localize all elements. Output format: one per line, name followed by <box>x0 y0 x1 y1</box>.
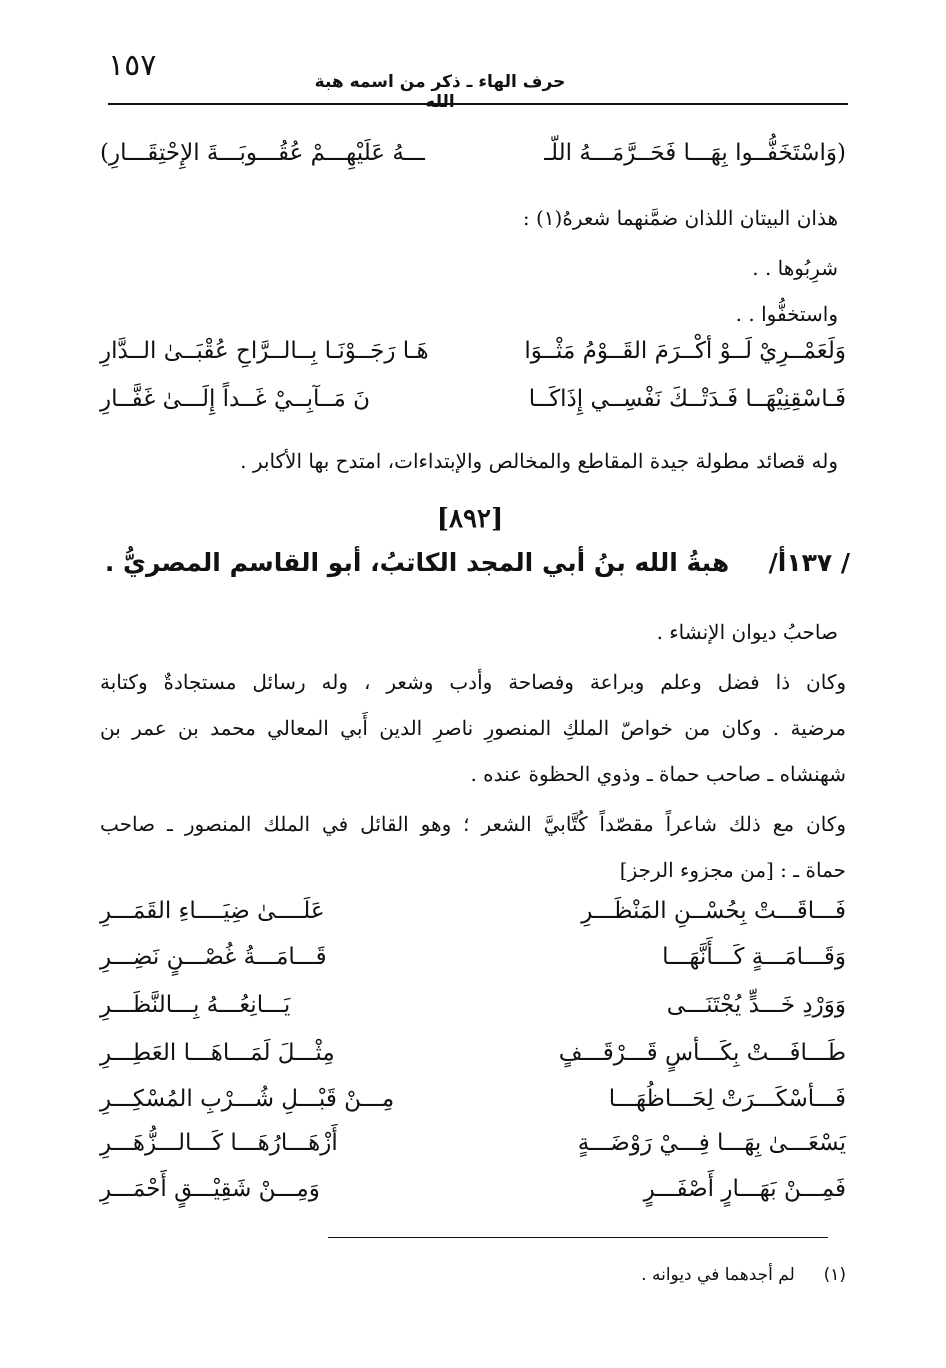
verse-hemistich-first: وَقَـــامَـــةٍ كَـــأَنَّهَـــا <box>662 944 846 970</box>
bio-line: وكان مع ذلك شاعراً مقصّداً كُتَّابيَّ الشعر ؛ وهو القائل في الملك المنصور ـ صاحب <box>100 812 846 836</box>
bio-line: مرضية . وكان من خواصّ الملكِ المنصورِ ناصرِ الدين أَبي المعالي محمد بن عمر بن <box>100 716 846 740</box>
verse-hemistich-second: عَلَــــىٰ ضِيَــــاءِ القَمَـــرِ <box>100 898 325 924</box>
entry-number: [٨٩٢] <box>436 504 504 534</box>
verse-hemistich-first: فَـاسْقِنِيْهَــا فَـدَتْــكَ نَفْسِــي إِذَاكَــا <box>528 386 846 412</box>
entry-heading <box>90 548 850 577</box>
verse-hemistich-second: يَـــانِعُـــهُ بِـــالنَّظَـــرِ <box>100 992 291 1018</box>
verse-hemistich-second: نَ مَــآبِــيْ غَــداً إِلَـــىٰ غَفَّــارِ <box>100 386 370 412</box>
header-rule <box>108 103 848 105</box>
verse-hemistich-second: مِثْـــلَ لَمَـــاهَـــا العَطِـــرِ <box>100 1040 335 1066</box>
verse-hemistich-first: فَمِـــنْ بَهَـــارٍ أَصْفَـــرٍ <box>643 1176 846 1202</box>
verse-hemistich-second: هَـا رَجَــوْنَـا بِــالــرَّاحِ عُقْبَــىٰ الــدَّارِ <box>100 338 429 364</box>
bio-line: شهنشاه ـ صاحب حماة ـ وذوي الحظوة عنده . <box>470 762 846 786</box>
footnote <box>346 1265 846 1285</box>
verse-hemistich-first: وَلَعَمْــرِيْ لَــوْ أكْــرَمَ القَــوْمُ مَثْــوَا <box>524 338 846 364</box>
verse-hemistich-second: ـــهُ عَلَيْهِـــمْ عُقُـــوبَـــةَ الإِحْتِقَـــارِ) <box>100 140 425 166</box>
verse-hemistich-first: طَـــافَـــتْ بِكَـــأسٍ قَـــرْقَـــفٍ <box>558 1040 846 1066</box>
verse-hemistich-first: فَـــاقَـــتْ بِحُسْــنِ المَنْظَـــرِ <box>581 898 846 924</box>
verse-hemistich-first: وَوَرْدِ خَـــدٍّ يُجْتَنَـــى <box>666 992 846 1018</box>
verse-hemistich-second: مِـــنْ قَبْـــلِ شُـــرْبِ المُسْكِـــرِ <box>100 1086 395 1112</box>
verse-hemistich-first: فَـــأسْكَـــرَتْ لِحَـــاظُهَـــا <box>608 1086 846 1112</box>
footnote-rule <box>328 1237 828 1238</box>
folio-marker: / ١٣٧أ/ <box>768 548 850 577</box>
bio-line: وكان ذا فضل وعلم وبراعة وفصاحة وأدب وشعر ، وله رسائل مستجادةٌ وكتابة <box>100 670 846 694</box>
entry-title: هبةُ الله بنُ أبي المجد الكاتبُ، أبو القاسم المصريُّ . <box>104 548 730 577</box>
verse-hemistich-second: أَزْهَـــارُهَـــا كَـــالـــزُّهَـــرِ <box>100 1130 338 1156</box>
footnote-text: لم أجدهما في ديوانه . <box>641 1265 795 1285</box>
intro-line: هذان البيتان اللذان ضمَّنهما شعرهُ(١) : <box>522 206 838 230</box>
intro-line: واستخفُّوا . . <box>735 302 838 326</box>
verse-hemistich-second: وَمِـــنْ شَقِيْـــقٍ أَحْمَـــرِ <box>100 1176 320 1202</box>
running-title: حرف الهاء ـ ذكر من اسمه هبة الله <box>314 72 566 112</box>
footnote-marker: (١) <box>823 1265 846 1285</box>
verse-hemistich-first: يَسْعَـــىٰ بِهَـــا فِـــيْ رَوْضَـــةٍ <box>577 1130 846 1156</box>
verse-hemistich-first: (وَاسْتَخَفُّــوا بِهَـــا فَحَــرَّمَـــهُ اللّـ <box>544 140 846 166</box>
closing-line: وله قصائد مطولة جيدة المقاطع والمخالص والإبتداءات، امتدح بها الأكابر . <box>240 449 838 473</box>
verse-hemistich-second: قَـــامَـــةُ غُصْـــنٍ نَضِـــرِ <box>100 944 327 970</box>
page-number: ١٥٧ <box>108 48 157 83</box>
bio-line: حماة ـ : [من مجزوء الرجز] <box>619 858 846 882</box>
intro-line: شرِبُوها . . <box>752 256 838 280</box>
bio-line: صاحبُ ديوان الإنشاء . <box>656 620 838 644</box>
